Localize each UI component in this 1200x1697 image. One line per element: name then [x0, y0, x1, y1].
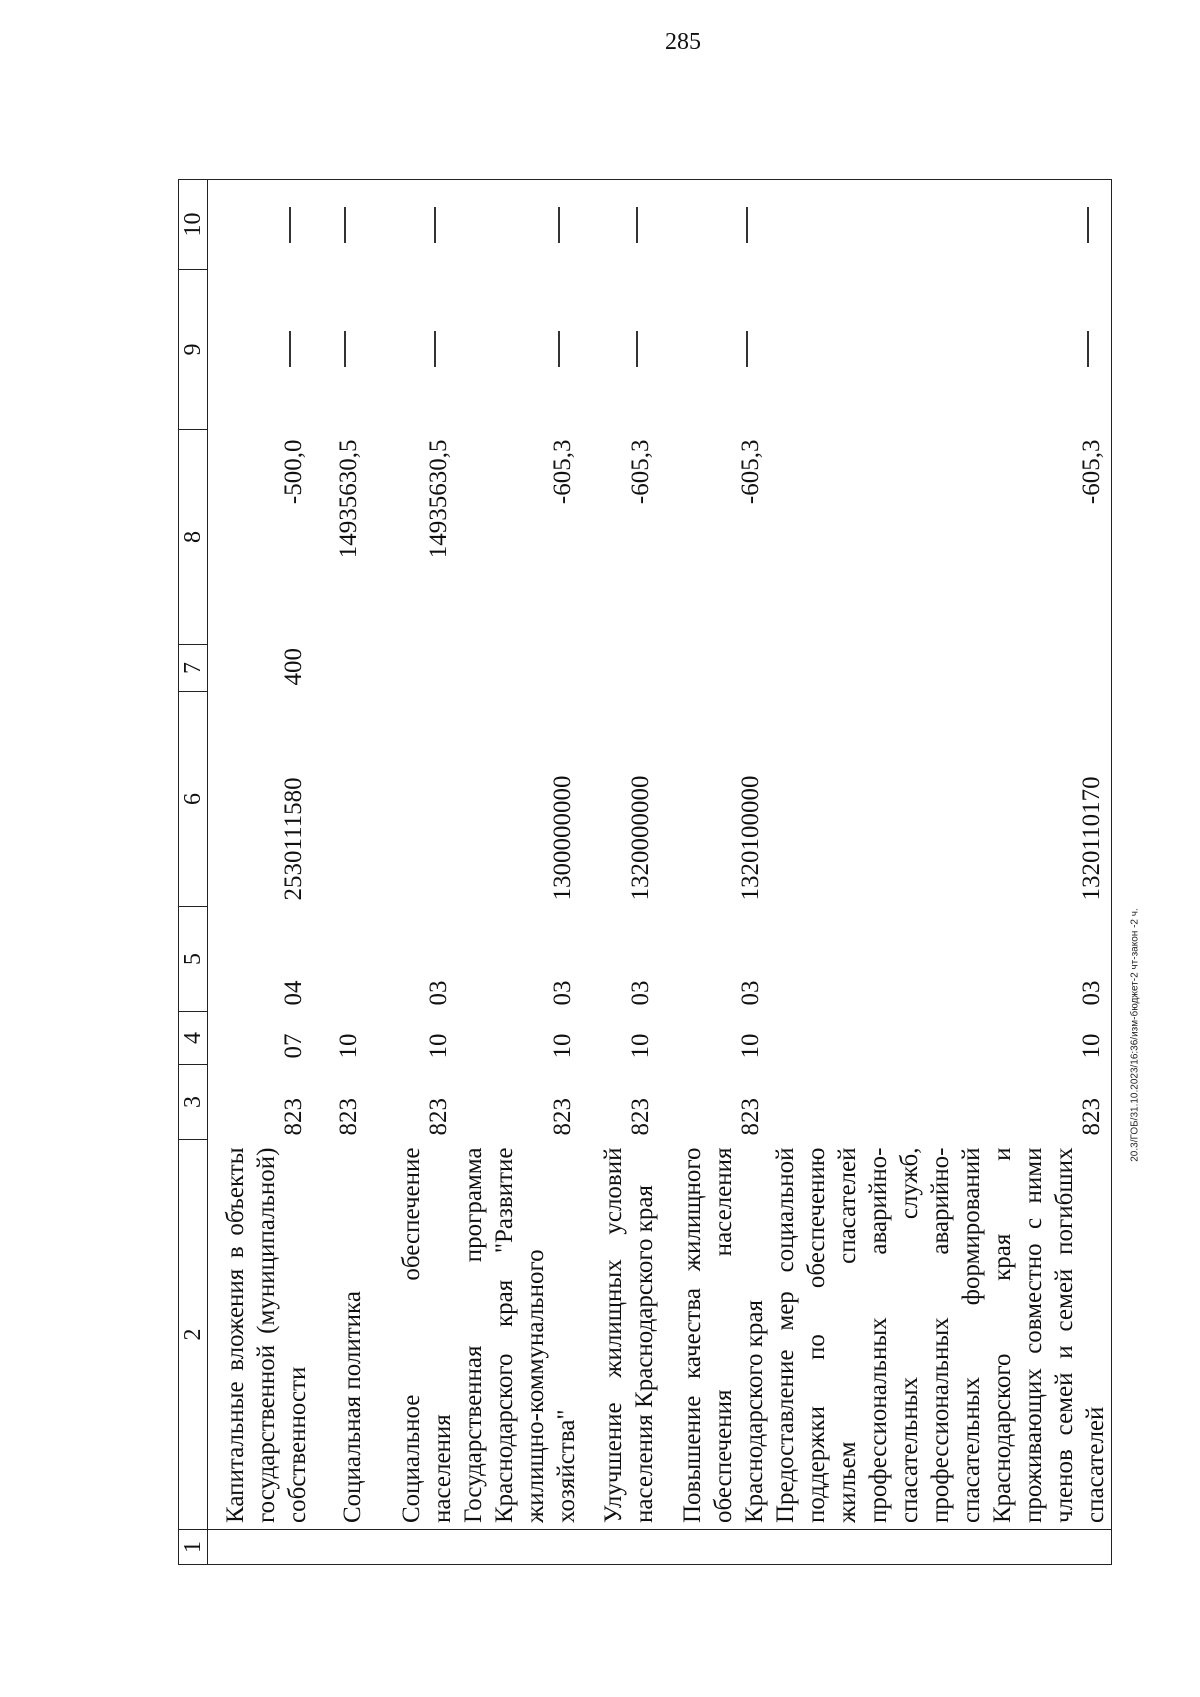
dash-cell — [368, 270, 458, 430]
dash-cell — [660, 270, 770, 430]
subsection-cell: 03 — [626, 980, 654, 1006]
expense-type-cell — [313, 645, 368, 692]
header-cell: 9 — [179, 270, 208, 430]
item-name-cell: Улучшение жилищных условий населения Краснодарского края — [599, 1147, 658, 1523]
amount-cell: 14935630,5 — [424, 439, 452, 559]
code-cell: 823 — [770, 1065, 1112, 1140]
dash-cell — [368, 180, 458, 270]
dash-mark — [558, 207, 560, 243]
expense-type-cell — [458, 645, 582, 692]
section-cell: 10 — [770, 1012, 1112, 1065]
budget-table — [178, 179, 1112, 1565]
dash-cell — [582, 270, 660, 430]
dash-cell — [313, 180, 368, 270]
dash-cell — [208, 180, 313, 270]
dash-mark — [289, 207, 291, 243]
dash-mark — [1087, 332, 1089, 368]
section-cell: 10 — [334, 1033, 362, 1059]
header-cell: 6 — [179, 692, 208, 907]
dash-mark — [344, 332, 346, 368]
expense-type-cell — [368, 645, 458, 692]
header-cell: 3 — [179, 1065, 208, 1140]
code-cell: 823 — [334, 1098, 362, 1136]
code-cell: 823 — [548, 1098, 576, 1136]
page-number: 285 — [665, 29, 701, 55]
item-name-cell: Социальная политика — [338, 1291, 366, 1523]
amount-cell: 14935630,5 — [334, 439, 362, 559]
code-cell: 823 — [736, 1098, 764, 1136]
table-header-row — [179, 180, 208, 1565]
row-number-cell — [660, 1530, 770, 1565]
dash-cell — [458, 270, 582, 430]
table-row — [582, 180, 660, 1565]
section-cell: 10 — [548, 1033, 576, 1059]
header-cell: 10 — [179, 180, 208, 270]
dash-mark — [636, 332, 638, 368]
dash-mark — [289, 332, 291, 368]
table-row — [458, 180, 582, 1565]
code-cell: 823 — [424, 1098, 452, 1136]
dash-cell — [660, 180, 770, 270]
row-number-cell — [458, 1530, 582, 1565]
header-cell: 5 — [179, 907, 208, 1012]
item-name-cell: Предоставление мер социальной поддержки по обеспечению жильем спасателей профессиональных аварийно-спасательных служб, профессиональных аварийно-спасательных формирований Краснодарского края и проживающих совместно с ними членов семей и семей погибших спасателей — [770, 1140, 1112, 1530]
target-article-cell — [368, 692, 458, 907]
code-cell: 823 — [279, 1098, 307, 1136]
item-name-cell: Капитальные вложения в объекты государственной (муниципальной) собственности — [221, 1147, 311, 1523]
rotated-table-wrapper — [178, 180, 1200, 1565]
amount-cell: -605,3 — [548, 439, 576, 505]
code-cell: 823 — [626, 1098, 654, 1136]
subsection-cell: 03 — [424, 980, 452, 1006]
amount-cell: -500,0 — [279, 439, 307, 505]
target-article-cell — [313, 692, 368, 907]
subsection-cell — [313, 907, 368, 1012]
header-cell: 7 — [179, 645, 208, 692]
row-number-cell — [368, 1530, 458, 1565]
dash-mark — [746, 207, 748, 243]
dash-mark — [636, 207, 638, 243]
target-article-cell: 1320100000 — [736, 775, 764, 901]
table-row — [313, 180, 368, 1565]
dash-mark — [1087, 207, 1089, 243]
dash-mark — [746, 332, 748, 368]
row-number-cell — [582, 1530, 660, 1565]
section-cell: 07 — [279, 1033, 307, 1059]
amount-cell: -605,3 — [736, 439, 764, 505]
expense-type-cell — [660, 645, 770, 692]
dash-cell — [208, 270, 313, 430]
item-name-cell: Государственная программа Краснодарского края "Развитие жилищно-коммунального хозяйства" — [459, 1147, 580, 1523]
target-article-cell: 1300000000 — [548, 775, 576, 901]
section-cell: 10 — [736, 1033, 764, 1059]
table-row — [368, 180, 458, 1565]
expense-type-cell: 400 — [279, 648, 307, 686]
header-cell: 8 — [179, 430, 208, 645]
dash-cell — [770, 270, 1112, 430]
dash-mark — [434, 332, 436, 368]
section-cell: 10 — [424, 1033, 452, 1059]
dash-mark — [344, 207, 346, 243]
target-article-cell: 1320110170 — [770, 692, 1112, 907]
subsection-cell: 04 — [279, 980, 307, 1006]
footer-stamp: 20.3/ГОБ/31.10.2023/16:36/изм-бюджет-2 чт-закон -2 ч. — [1129, 908, 1141, 1162]
target-article-cell: 2530111580 — [279, 777, 307, 901]
section-cell: 10 — [626, 1033, 654, 1059]
item-name-cell: Повышение качества жилищного обеспечения населения Краснодарского края — [678, 1147, 768, 1523]
row-number-cell — [770, 1530, 1112, 1565]
target-article-cell: 1320000000 — [626, 775, 654, 901]
dash-mark — [434, 207, 436, 243]
dash-cell — [582, 180, 660, 270]
expense-type-cell — [770, 645, 1112, 692]
amount-cell: -605,3 — [626, 439, 654, 505]
header-cell: 1 — [179, 1530, 208, 1565]
amount-cell: -605,3 — [770, 430, 1112, 645]
item-name-cell: Социальное обеспечение населения — [397, 1147, 456, 1523]
dash-cell — [770, 180, 1112, 270]
subsection-cell: 03 — [770, 907, 1112, 1012]
table-row — [770, 180, 1112, 1565]
dash-mark — [558, 332, 560, 368]
expense-type-cell — [582, 645, 660, 692]
row-number-cell — [313, 1530, 368, 1565]
header-cell: 2 — [179, 1140, 208, 1530]
dash-cell — [313, 270, 368, 430]
subsection-cell: 03 — [548, 980, 576, 1006]
row-number-cell — [208, 1530, 313, 1565]
header-cell: 4 — [179, 1012, 208, 1065]
table-row — [660, 180, 770, 1565]
table-row — [208, 180, 313, 1565]
dash-cell — [458, 180, 582, 270]
subsection-cell: 03 — [736, 980, 764, 1006]
